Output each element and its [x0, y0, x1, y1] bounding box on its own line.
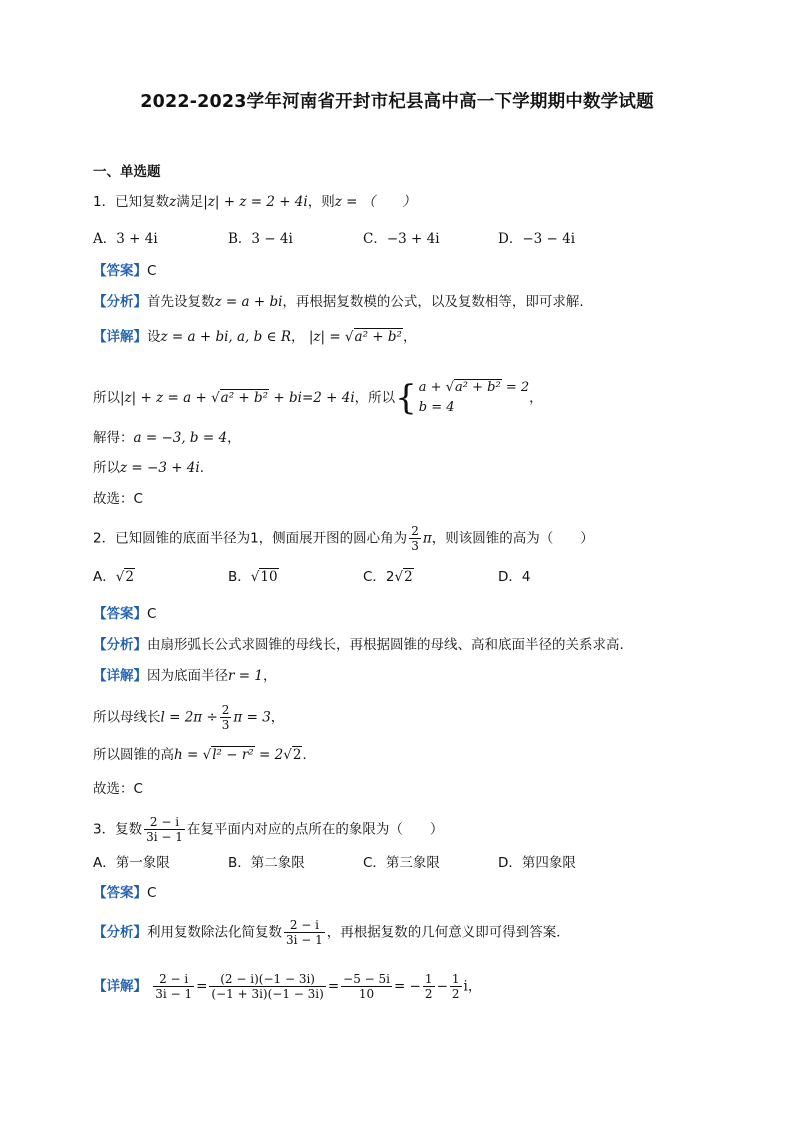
q2-option-d: D．4 [498, 569, 531, 585]
q1-option-c: C．−3 + 4i [363, 231, 440, 247]
q3-stem: 3．复数 $\frac{2 - i}{3i - 1}$ 在复平面内对应的点所在的象限为（ ） [93, 815, 444, 844]
q1-solve: 解得：a = −3, b = 4， [93, 430, 241, 446]
q3-option-d: D．第四象限 [498, 855, 576, 871]
fraction: $\frac{1}{2}$ [424, 972, 433, 1001]
section-heading: 一、单选题 [93, 164, 161, 180]
q1-option-a: A．3 + 4i [93, 231, 158, 247]
q1-analysis: 【分析】首先设复数z = a + bi，再根据复数模的公式，以及复数相等，即可求解. [93, 294, 584, 310]
equation-system: a + √a² + b² = 2 b = 4 [418, 380, 530, 415]
q1-result: 所以z = −3 + 4i. [93, 460, 205, 476]
q3-analysis: 【分析】利用复数除法化简复数 $\frac{2 - i}{3i - 1}$ ，再根据复数的几何意义即可得到答案． [93, 918, 570, 947]
q2-options [93, 567, 633, 587]
q3-detail: 【详解】 $\frac{2 - i}{3i - 1}$ = $\frac{(2 - i)(-1 - 3i)}{(-1 + 3i)(-1 - 3i)}$ = $\frac{-5 - 5i}{10}$ = − $\frac{1}{2}$ − $\frac{1}{2}$ i， [93, 972, 482, 1001]
q2-option-a: A．√2 [93, 569, 134, 585]
q1-answer: 【答案】C [93, 263, 157, 279]
fraction: $\frac{2 - i}{3i - 1}$ [286, 918, 323, 947]
q1-detail: 【详解】设z = a + bi, a, b ∈ R， |z| = √a² + b²， [93, 329, 417, 345]
fraction: $\frac{2 - i}{3i - 1}$ [146, 815, 183, 844]
q2-option-b: B．√10 [228, 569, 278, 585]
q1-choose: 故选：C [93, 491, 143, 507]
q3-option-c: C．第三象限 [363, 855, 440, 871]
q2-choose: 故选：C [93, 781, 143, 797]
q2-answer: 【答案】C [93, 606, 157, 622]
fraction: $\frac{1}{2}$ [451, 972, 460, 1001]
brace-symbol: { [395, 378, 417, 418]
sqrt-expression: √a² + b² [344, 329, 402, 345]
fraction: $\frac{-5 - 5i}{10}$ [343, 972, 390, 1001]
q3-option-a: A．第一象限 [93, 855, 170, 871]
q2-height: 所以圆锥的高h = √l² − r² = 2√2. [93, 747, 307, 763]
q2-analysis: 【分析】由扇形弧长公式求圆锥的母线长，再根据圆锥的母线、高和底面半径的关系求高. [93, 637, 624, 653]
page-title: 2022-2023学年河南省开封市杞县高中高一下学期期中数学试题 [140, 92, 654, 112]
q1-options [93, 229, 633, 249]
q2-slant-height: 所以母线长l = 2π ÷ $\frac{2}{3}$ π = 3， [93, 703, 285, 732]
fraction: $\frac{2 - i}{3i - 1}$ [155, 972, 193, 1001]
q1-option-b: B．3 − 4i [228, 231, 293, 247]
fraction: $\frac{2}{3}$ [411, 524, 419, 553]
q2-option-c: C．2√2 [363, 569, 413, 585]
q2-detail: 【详解】因为底面半径r = 1， [93, 668, 277, 684]
q3-option-b: B．第二象限 [228, 855, 305, 871]
fraction: $\frac{2}{3}$ [221, 703, 230, 732]
q1-stem: 1．已知复数z满足|z| + z = 2 + 4i，则z = （ ） [93, 194, 416, 210]
q1-detail-line2: 所以|z| + z = a + √a² + b² + bi=2 + 4i，所以{ a + √a² + b² = 2 b = 4 ， [93, 378, 543, 418]
q1-option-d: D．−3 − 4i [498, 231, 576, 247]
q3-answer: 【答案】C [93, 885, 157, 901]
fraction: $\frac{(2 - i)(-1 - 3i)}{(-1 + 3i)(-1 - 3i)}$ [211, 972, 324, 1001]
q3-options [93, 853, 633, 873]
q2-stem: 2．已知圆锥的底面半径为1，侧面展开图的圆心角为 $\frac{2}{3}$ π，则该圆锥的高为（ ） [93, 524, 594, 553]
